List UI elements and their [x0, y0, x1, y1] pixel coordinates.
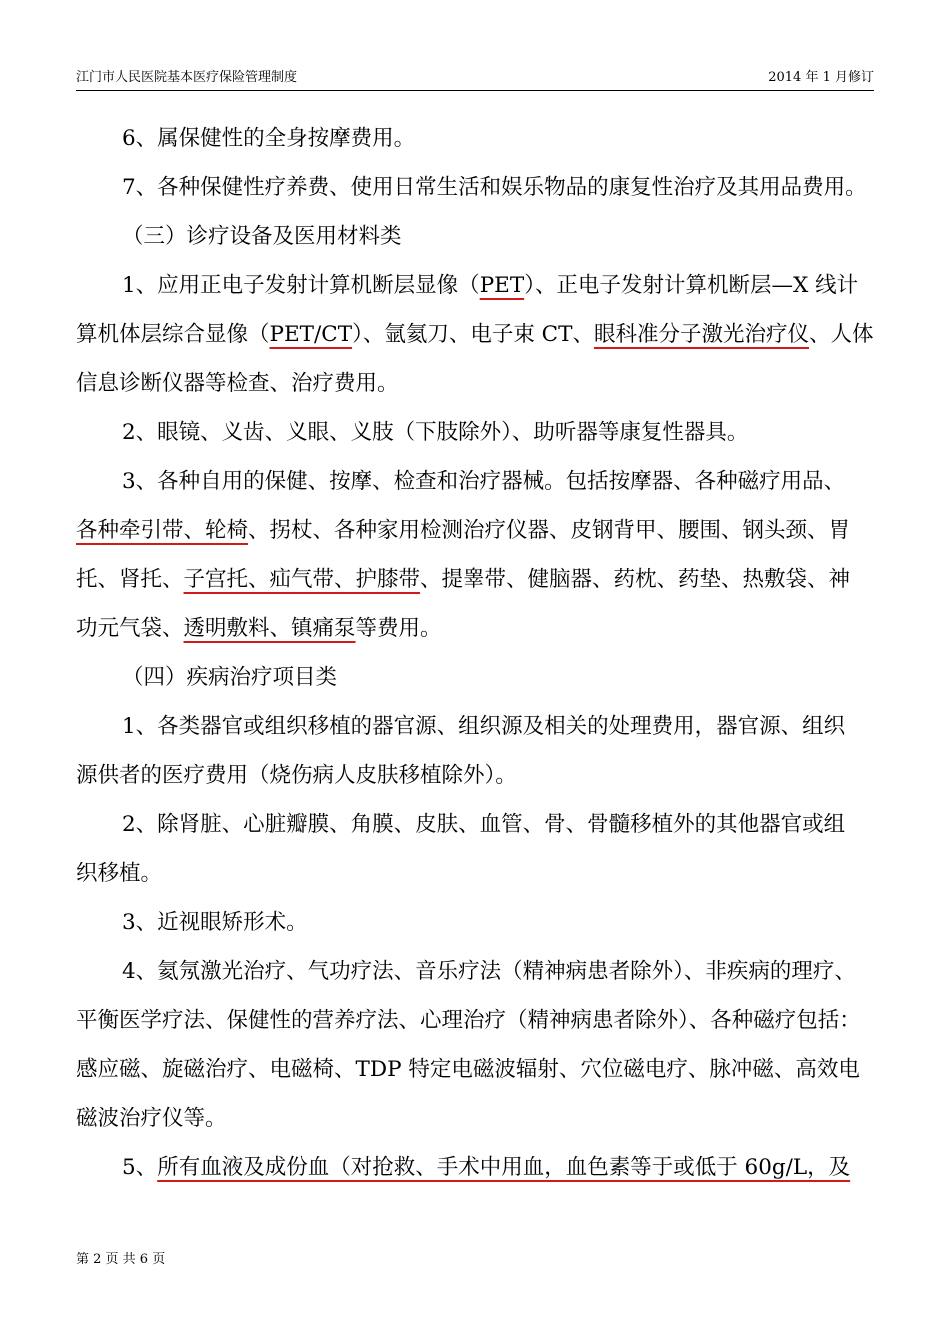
text-line	[76, 555, 876, 604]
text-line	[76, 457, 876, 506]
text-line	[76, 702, 876, 751]
text-line	[76, 898, 876, 947]
text-span: 感应磁、旋磁治疗、电磁椅、TDP 特定电磁波辐射、穴位磁电疗、脉冲磁、高效电	[76, 1057, 860, 1082]
text-span: 2、除肾脏、心脏瓣膜、角膜、皮肤、血管、骨、骨髓移植外的其他器官或组	[122, 812, 846, 837]
text-line	[76, 849, 876, 898]
text-span: 磁波治疗仪等。	[76, 1106, 227, 1131]
underlined-text: PET/CT	[269, 322, 353, 347]
document-body	[76, 114, 876, 1192]
text-line	[76, 163, 876, 212]
underlined-text: PET	[479, 273, 525, 298]
text-line	[76, 800, 876, 849]
text-span: 、人体	[808, 322, 874, 347]
text-line	[76, 310, 876, 359]
page-number: 第 2 页 共 6 页	[76, 1252, 166, 1267]
text-span: （四）疾病治疗项目类	[122, 665, 338, 690]
text-span: 1、应用正电子发射计算机断层显像（	[122, 273, 480, 298]
text-line	[76, 751, 876, 800]
text-span: 4、氦氖激光治疗、气功疗法、音乐疗法（精神病患者除外）、非疾病的理疗、	[122, 959, 856, 984]
text-span: 平衡医学疗法、保健性的营养疗法、心理治疗（精神病患者除外）、各种磁疗包括：	[76, 1008, 861, 1033]
text-span: ）、正电子发射计算机断层—X 线计	[524, 273, 859, 298]
text-span: 、提睾带、健脑器、药枕、药垫、热敷袋、神	[420, 567, 851, 592]
text-span: 5、	[122, 1155, 158, 1180]
text-span: 功元气袋、	[76, 616, 184, 641]
text-line	[76, 359, 876, 408]
text-line	[76, 506, 876, 555]
text-span: 信息诊断仪器等检查、治疗费用。	[76, 371, 399, 396]
page-header	[76, 68, 874, 91]
text-line	[76, 1094, 876, 1143]
text-line	[76, 947, 876, 996]
text-span: 、拐杖、各种家用检测治疗仪器、皮钢背甲、腰围、钢头颈、胃	[248, 518, 851, 543]
text-line	[76, 1143, 876, 1192]
text-line	[76, 653, 876, 702]
text-span: 源供者的医疗费用（烧伤病人皮肤移植除外）。	[76, 763, 517, 788]
text-span: 6、属保健性的全身按摩费用。	[122, 126, 416, 151]
text-span: 3、各种自用的保健、按摩、检查和治疗器械。包括按摩器、各种磁疗用品、	[122, 469, 846, 494]
text-span: 算机体层综合显像（	[76, 322, 270, 347]
text-span: 托、肾托、	[76, 567, 184, 592]
text-span: 织移植。	[76, 861, 163, 886]
underlined-text: 眼科准分子激光治疗仪	[593, 322, 809, 347]
text-span: 7、各种保健性疗养费、使用日常生活和娱乐物品的康复性治疗及其用品费用。	[122, 175, 867, 200]
underlined-text: 子宫托、疝气带、护膝带	[183, 567, 421, 592]
text-line	[76, 408, 876, 457]
header-revision: 2014 年 1 月修订	[768, 70, 874, 85]
text-line	[76, 1045, 876, 1094]
text-line	[76, 604, 876, 653]
text-line	[76, 212, 876, 261]
header-title: 江门市人民医院基本医疗保险管理制度	[76, 70, 298, 85]
text-span: 1、各类器官或组织移植的器官源、组织源及相关的处理费用，器官源、组织	[122, 714, 846, 739]
text-span: ）、氩氦刀、电子束 CT、	[352, 322, 594, 347]
underlined-text: 所有血液及成份血（对抢救、手术中用血，血色素等于或低于 60g/L，及	[157, 1155, 851, 1180]
text-span: 2、眼镜、义齿、义眼、义肢（下肢除外）、助听器等康复性器具。	[122, 420, 749, 445]
underlined-text: 透明敷料、镇痛泵	[183, 616, 356, 641]
underlined-text: 各种牵引带、轮椅	[76, 518, 249, 543]
text-line	[76, 114, 876, 163]
text-span: 等费用。	[355, 616, 442, 641]
text-line	[76, 261, 876, 310]
text-line	[76, 996, 876, 1045]
text-span: 3、近视眼矫形术。	[122, 910, 308, 935]
text-span: （三）诊疗设备及医用材料类	[122, 224, 402, 249]
